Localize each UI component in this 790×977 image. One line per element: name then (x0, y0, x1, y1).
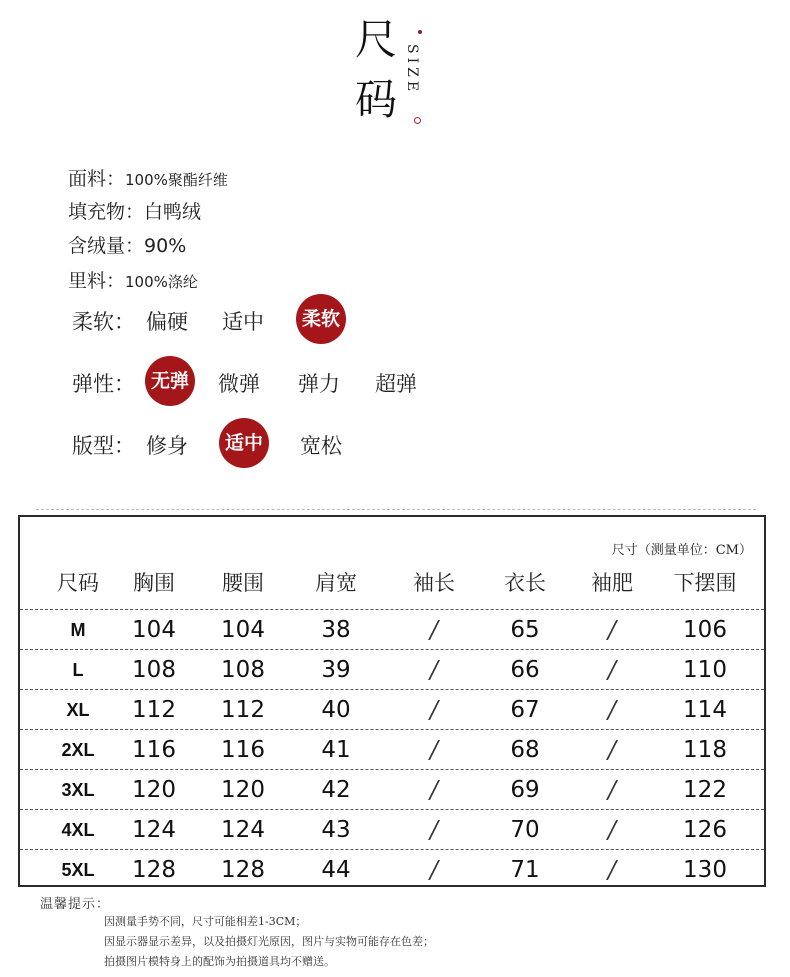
table-cell: 128 (132, 857, 176, 883)
table-cell: / (607, 776, 617, 804)
table-row (20, 729, 764, 770)
table-cell: XL (66, 700, 90, 720)
table-cell: 3XL (61, 780, 95, 800)
table-row (20, 609, 764, 650)
info-down-content (68, 231, 186, 258)
info-filling (68, 197, 201, 224)
header-sleeve-length: 袖长 (413, 571, 455, 595)
table-cell: 39 (321, 657, 351, 683)
table-cell: 41 (321, 737, 351, 763)
table-cell: / (607, 696, 617, 724)
table-cell: 5XL (61, 860, 95, 880)
table-cell: 130 (683, 857, 727, 883)
table-cell: 122 (683, 777, 727, 803)
elasticity-label: 弹性： (72, 372, 135, 396)
info-value: 90% (144, 235, 187, 257)
table-cell: 110 (683, 657, 727, 683)
elasticity-option-slight: 微弹 (218, 372, 260, 396)
table-cell: 104 (221, 617, 265, 643)
title-char-2: 码 (355, 75, 398, 124)
info-fabric (68, 164, 228, 191)
table-cell: / (429, 656, 439, 684)
table-cell: 2XL (61, 740, 95, 760)
unit-note: 尺寸（测量单位：CM） (611, 543, 752, 558)
table-cell: 69 (510, 777, 540, 803)
fit-label: 版型： (72, 434, 135, 458)
note-line: 因显示器显示差异，以及拍摄灯光原因，图片与实物可能存在色差； (104, 935, 434, 948)
table-cell: 67 (510, 697, 540, 723)
table-cell: / (429, 816, 439, 844)
table-cell: 126 (683, 817, 727, 843)
note-line: 拍摄图片模特身上的配饰为拍摄道具均不赠送。 (104, 955, 335, 968)
table-cell: M (70, 620, 86, 640)
header-size: 尺码 (57, 571, 99, 595)
table-row (20, 769, 764, 810)
table-cell: / (607, 656, 617, 684)
header-waist: 腰围 (222, 571, 264, 595)
info-label: 含绒量： (68, 235, 145, 257)
table-cell: 118 (683, 737, 727, 763)
header-shoulder: 肩宽 (315, 571, 357, 595)
header-sleeve-width: 袖肥 (591, 571, 633, 595)
page-title (355, 10, 405, 130)
header-length: 衣长 (504, 571, 546, 595)
table-cell: 128 (221, 857, 265, 883)
table-cell: 71 (510, 857, 540, 883)
elasticity-option-none-selected: 无弹 (145, 356, 195, 406)
info-label: 里料： (68, 270, 126, 292)
table-cell: 116 (221, 737, 265, 763)
info-value: 100%涤纶 (125, 273, 198, 291)
decor-dot-icon (418, 30, 422, 34)
table-cell: 120 (132, 777, 176, 803)
table-cell: 42 (321, 777, 351, 803)
table-cell: / (429, 856, 439, 884)
table-cell: / (607, 856, 617, 884)
title-char-1: 尺 (355, 15, 398, 64)
softness-option-medium: 适中 (222, 310, 264, 334)
table-cell: 112 (132, 697, 176, 723)
table-cell: / (429, 616, 439, 644)
table-cell: 4XL (61, 820, 95, 840)
header-hem: 下摆围 (673, 571, 737, 595)
table-cell: 70 (510, 817, 540, 843)
notes-title: 温馨提示： (40, 897, 111, 912)
decor-ring-icon (414, 117, 421, 124)
table-cell: / (607, 616, 617, 644)
elasticity-option-super: 超弹 (375, 372, 417, 396)
table-cell: 38 (321, 617, 351, 643)
table-row (20, 849, 764, 890)
info-lining (68, 266, 198, 293)
table-cell: 104 (132, 617, 176, 643)
table-cell: L (72, 660, 84, 680)
table-cell: 114 (683, 697, 727, 723)
table-cell: 108 (132, 657, 176, 683)
table-header (20, 569, 764, 609)
softness-option-hard: 偏硬 (146, 310, 188, 334)
table-cell: 112 (221, 697, 265, 723)
table-cell: / (607, 816, 617, 844)
table-cell: 106 (683, 617, 727, 643)
info-label: 填充物： (68, 201, 145, 223)
softness-label: 柔软： (72, 310, 135, 334)
table-cell: 44 (321, 857, 351, 883)
softness-option-soft-selected: 柔软 (296, 294, 346, 344)
page-subtitle: SIZE (404, 44, 420, 96)
table-row (20, 649, 764, 690)
table-row (20, 689, 764, 730)
table-cell: 124 (132, 817, 176, 843)
size-table (18, 515, 766, 887)
info-value: 白鸭绒 (144, 201, 202, 223)
fit-option-loose: 宽松 (300, 434, 342, 458)
info-value: 100%聚酯纤维 (125, 171, 228, 189)
table-cell: 43 (321, 817, 351, 843)
info-label: 面料： (68, 168, 126, 190)
table-cell: 40 (321, 697, 351, 723)
elasticity-option-stretch: 弹力 (298, 372, 340, 396)
divider (36, 509, 756, 510)
table-cell: 120 (221, 777, 265, 803)
table-cell: / (429, 736, 439, 764)
table-row (20, 809, 764, 850)
table-cell: 66 (510, 657, 540, 683)
table-cell: / (429, 776, 439, 804)
table-cell: 108 (221, 657, 265, 683)
table-cell: / (607, 736, 617, 764)
note-line: 因测量手势不同，尺寸可能相差1-3CM； (104, 915, 307, 928)
table-cell: 68 (510, 737, 540, 763)
fit-option-slim: 修身 (146, 434, 188, 458)
header-chest: 胸围 (133, 571, 175, 595)
fit-option-regular-selected: 适中 (219, 418, 269, 468)
table-cell: / (429, 696, 439, 724)
table-cell: 116 (132, 737, 176, 763)
table-cell: 65 (510, 617, 540, 643)
table-cell: 124 (221, 817, 265, 843)
